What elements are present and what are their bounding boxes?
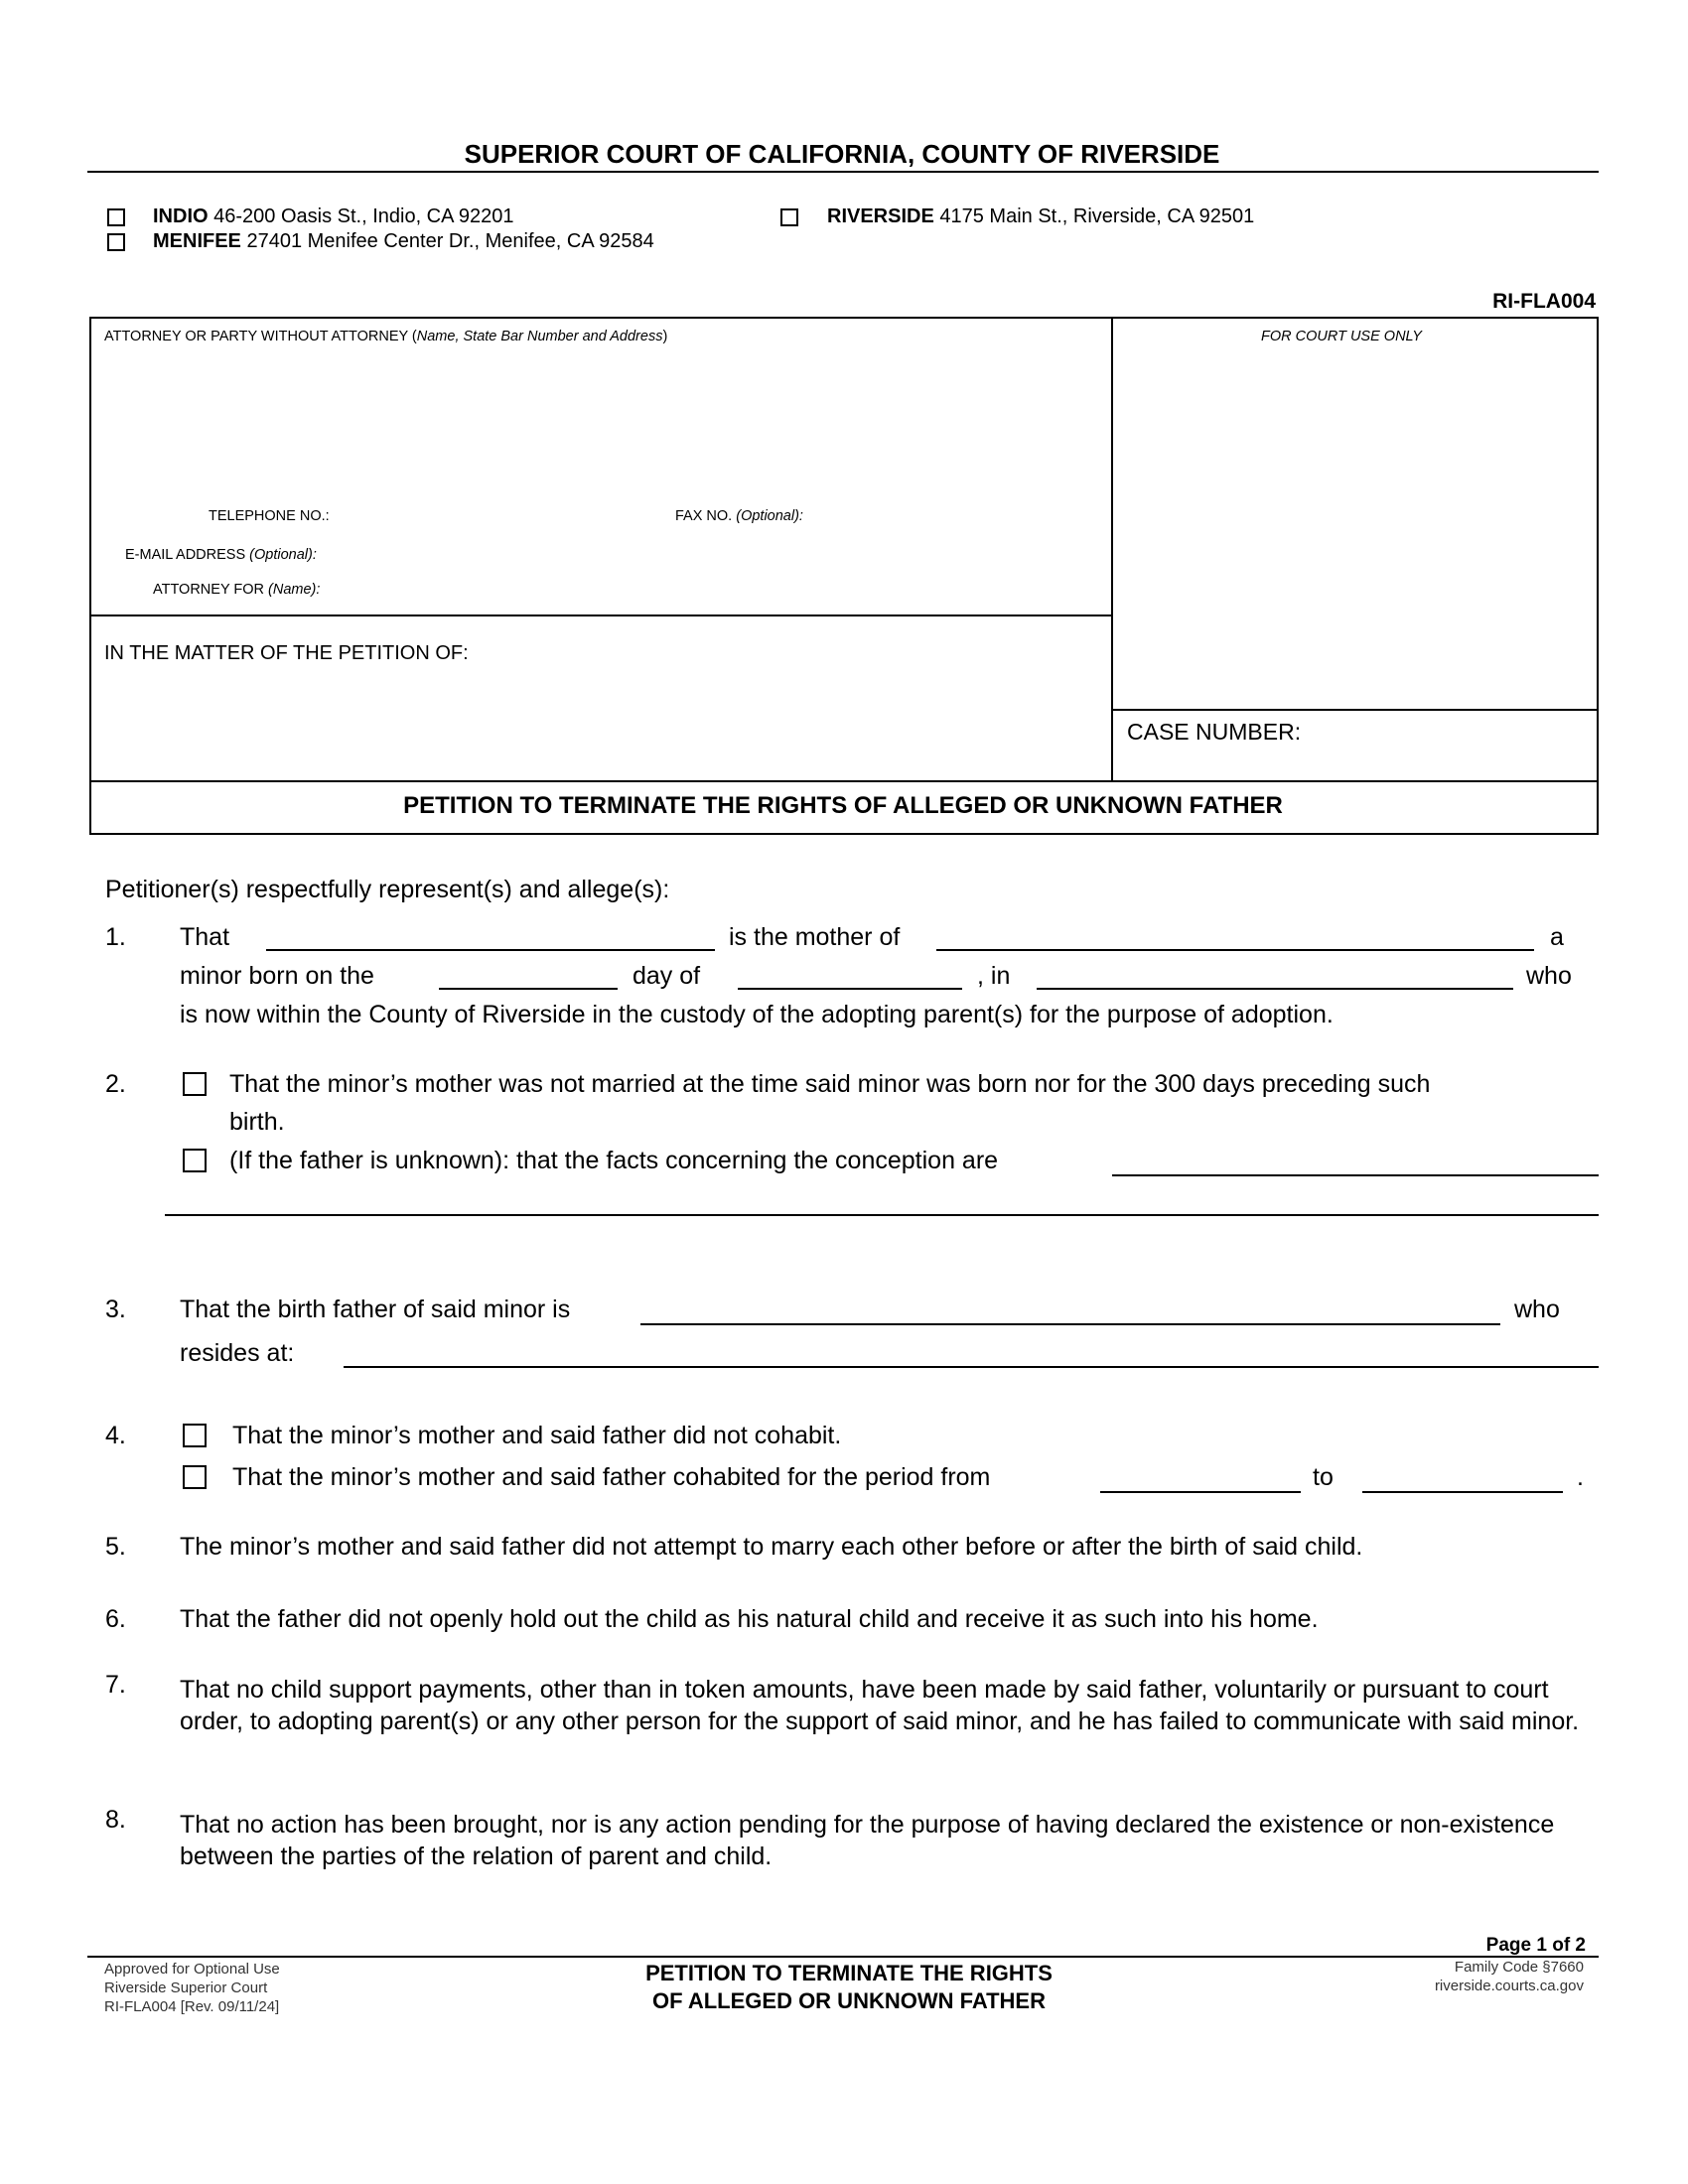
- footer-title: [556, 1960, 1142, 2015]
- item-8-text: That no action has been brought, nor is any action pending for the purpose of having declared the existence or non-existence between the parties of the relation of parent and child.: [180, 1811, 1555, 1870]
- birth-place-line[interactable]: [1037, 988, 1513, 990]
- riverside-checkbox[interactable]: [780, 208, 798, 226]
- item-4-option-1-text: That the minor’s mother and said father did not cohabit.: [232, 1422, 842, 1449]
- item-4-to: to: [1313, 1463, 1334, 1491]
- item-4-number: 4.: [105, 1422, 126, 1449]
- telephone-label: TELEPHONE NO.:: [209, 508, 330, 524]
- minor-name-line[interactable]: [936, 949, 1534, 951]
- item-7-number: 7.: [105, 1671, 126, 1699]
- riverside-location: [827, 205, 1254, 228]
- item-4-period: .: [1577, 1463, 1584, 1491]
- cohabit-from-line[interactable]: [1100, 1491, 1301, 1493]
- birth-day-line[interactable]: [439, 988, 618, 990]
- court-use-label: FOR COURT USE ONLY: [1261, 329, 1422, 344]
- attorney-label: [104, 329, 667, 344]
- footer-right: [1435, 1958, 1584, 1995]
- title-row-top: [89, 780, 1599, 782]
- item-2-option-1-line-1: That the minor’s mother was not married at the time said minor was born nor for the 300 days preceding such: [229, 1070, 1431, 1098]
- footer-rule: [87, 1956, 1599, 1958]
- attorney-label-text: ATTORNEY OR PARTY WITHOUT ATTORNEY (: [104, 329, 417, 344]
- item-4-option-2-text: That the minor’s mother and said father cohabited for the period from: [232, 1463, 991, 1491]
- header-rule: [87, 171, 1599, 173]
- item-3-who: who: [1514, 1296, 1560, 1323]
- caption-box: [89, 317, 1599, 835]
- item-6-number: 6.: [105, 1605, 126, 1633]
- riverside-address: 4175 Main St., Riverside, CA 92501: [939, 205, 1255, 227]
- caption-divider: [1111, 317, 1113, 781]
- item-1-mother-of: is the mother of: [729, 923, 901, 951]
- item-2-number: 2.: [105, 1070, 126, 1098]
- item-6-text: That the father did not openly hold out the child as his natural child and receive it as such into his home.: [180, 1605, 1319, 1633]
- menifee-checkbox[interactable]: [107, 233, 125, 251]
- attorney-for-optional: (Name):: [268, 582, 321, 598]
- matter-label: IN THE MATTER OF THE PETITION OF:: [104, 642, 469, 664]
- attorney-for-text: ATTORNEY FOR: [153, 582, 269, 598]
- item-1-in: , in: [977, 962, 1011, 990]
- item-1-day-of: day of: [633, 962, 701, 990]
- item-7-text: That no child support payments, other than in token amounts, have been made by said father, voluntarily or pursuant to court order, to adopting parent(s) or any other person for the support of said minor, and he has failed to communicate with said minor.: [180, 1676, 1580, 1735]
- item-5-number: 5.: [105, 1533, 126, 1561]
- fax-label-text: FAX NO.: [675, 508, 737, 524]
- page-number: Page 1 of 2: [1485, 1935, 1586, 1956]
- footer-title-line-2: OF ALLEGED OR UNKNOWN FATHER: [652, 1988, 1046, 2013]
- email-label-text: E-MAIL ADDRESS: [125, 547, 250, 563]
- item-1-minor-born: minor born on the: [180, 962, 374, 990]
- item-1-who: who: [1526, 962, 1572, 990]
- conception-facts-line-1[interactable]: [1112, 1174, 1599, 1176]
- footer-left-line-1: Approved for Optional Use: [104, 1961, 280, 1978]
- birth-father-line[interactable]: [640, 1323, 1500, 1325]
- indio-address: 46-200 Oasis St., Indio, CA 92201: [213, 205, 514, 227]
- item-1-a: a: [1550, 923, 1564, 951]
- item-2-option-1-line-2: birth.: [229, 1108, 285, 1136]
- item-1-line-3: is now within the County of Riverside in the custody of the adopting parent(s) for the purpose of adoption.: [180, 1001, 1334, 1028]
- footer-title-line-1: PETITION TO TERMINATE THE RIGHTS: [645, 1961, 1053, 1985]
- indio-name: INDIO: [153, 205, 209, 227]
- item-1-number: 1.: [105, 923, 126, 951]
- menifee-address: 27401 Menifee Center Dr., Menifee, CA 92584: [246, 230, 654, 252]
- item-3-resides: resides at:: [180, 1339, 295, 1367]
- form-id: RI-FLA004: [1492, 290, 1596, 313]
- email-optional: (Optional):: [249, 547, 317, 563]
- footer-right-line-1: Family Code §7660: [1454, 1959, 1584, 1976]
- item-4-option-2-checkbox[interactable]: [183, 1465, 207, 1489]
- court-title: SUPERIOR COURT OF CALIFORNIA, COUNTY OF RIVERSIDE: [464, 139, 1220, 169]
- case-number-top: [1111, 709, 1599, 711]
- email-label: [125, 547, 317, 563]
- item-2-option-2-checkbox[interactable]: [183, 1149, 207, 1172]
- mother-name-line[interactable]: [266, 949, 715, 951]
- attorney-label-end: ): [662, 329, 668, 344]
- footer-left: [104, 1960, 280, 2016]
- item-8-number: 8.: [105, 1806, 126, 1834]
- item-2-option-2-text: (If the father is unknown): that the facts concerning the conception are: [229, 1147, 999, 1174]
- indio-checkbox[interactable]: [107, 208, 125, 226]
- item-3-number: 3.: [105, 1296, 126, 1323]
- footer-left-line-2: Riverside Superior Court: [104, 1979, 268, 1996]
- footer-left-line-3: RI-FLA004 [Rev. 09/11/24]: [104, 1998, 280, 2015]
- item-1-that: That: [180, 923, 230, 951]
- fax-optional: (Optional):: [736, 508, 803, 524]
- menifee-name: MENIFEE: [153, 230, 241, 252]
- residence-line[interactable]: [344, 1366, 1599, 1368]
- item-4-option-1-checkbox[interactable]: [183, 1424, 207, 1447]
- petition-title: PETITION TO TERMINATE THE RIGHTS OF ALLEGED OR UNKNOWN FATHER: [403, 792, 1283, 819]
- item-3-text: That the birth father of said minor is: [180, 1296, 571, 1323]
- attorney-section-bottom: [89, 614, 1112, 616]
- item-2-option-1-checkbox[interactable]: [183, 1072, 207, 1096]
- intro-text: Petitioner(s) respectfully represent(s) and allege(s):: [105, 876, 670, 903]
- menifee-location: [153, 230, 654, 253]
- case-number-label: CASE NUMBER:: [1127, 719, 1302, 745]
- attorney-for-label: [153, 582, 320, 598]
- birth-month-line[interactable]: [738, 988, 962, 990]
- fax-label: [675, 508, 803, 524]
- footer-right-line-2: riverside.courts.ca.gov: [1434, 1978, 1584, 1994]
- indio-location: [153, 205, 514, 228]
- cohabit-to-line[interactable]: [1362, 1491, 1563, 1493]
- riverside-name: RIVERSIDE: [827, 205, 934, 227]
- attorney-label-italic: Name, State Bar Number and Address: [416, 329, 663, 344]
- conception-facts-line-2[interactable]: [165, 1214, 1599, 1216]
- item-5-text: The minor’s mother and said father did not attempt to marry each other before or after the birth of said child.: [180, 1533, 1363, 1561]
